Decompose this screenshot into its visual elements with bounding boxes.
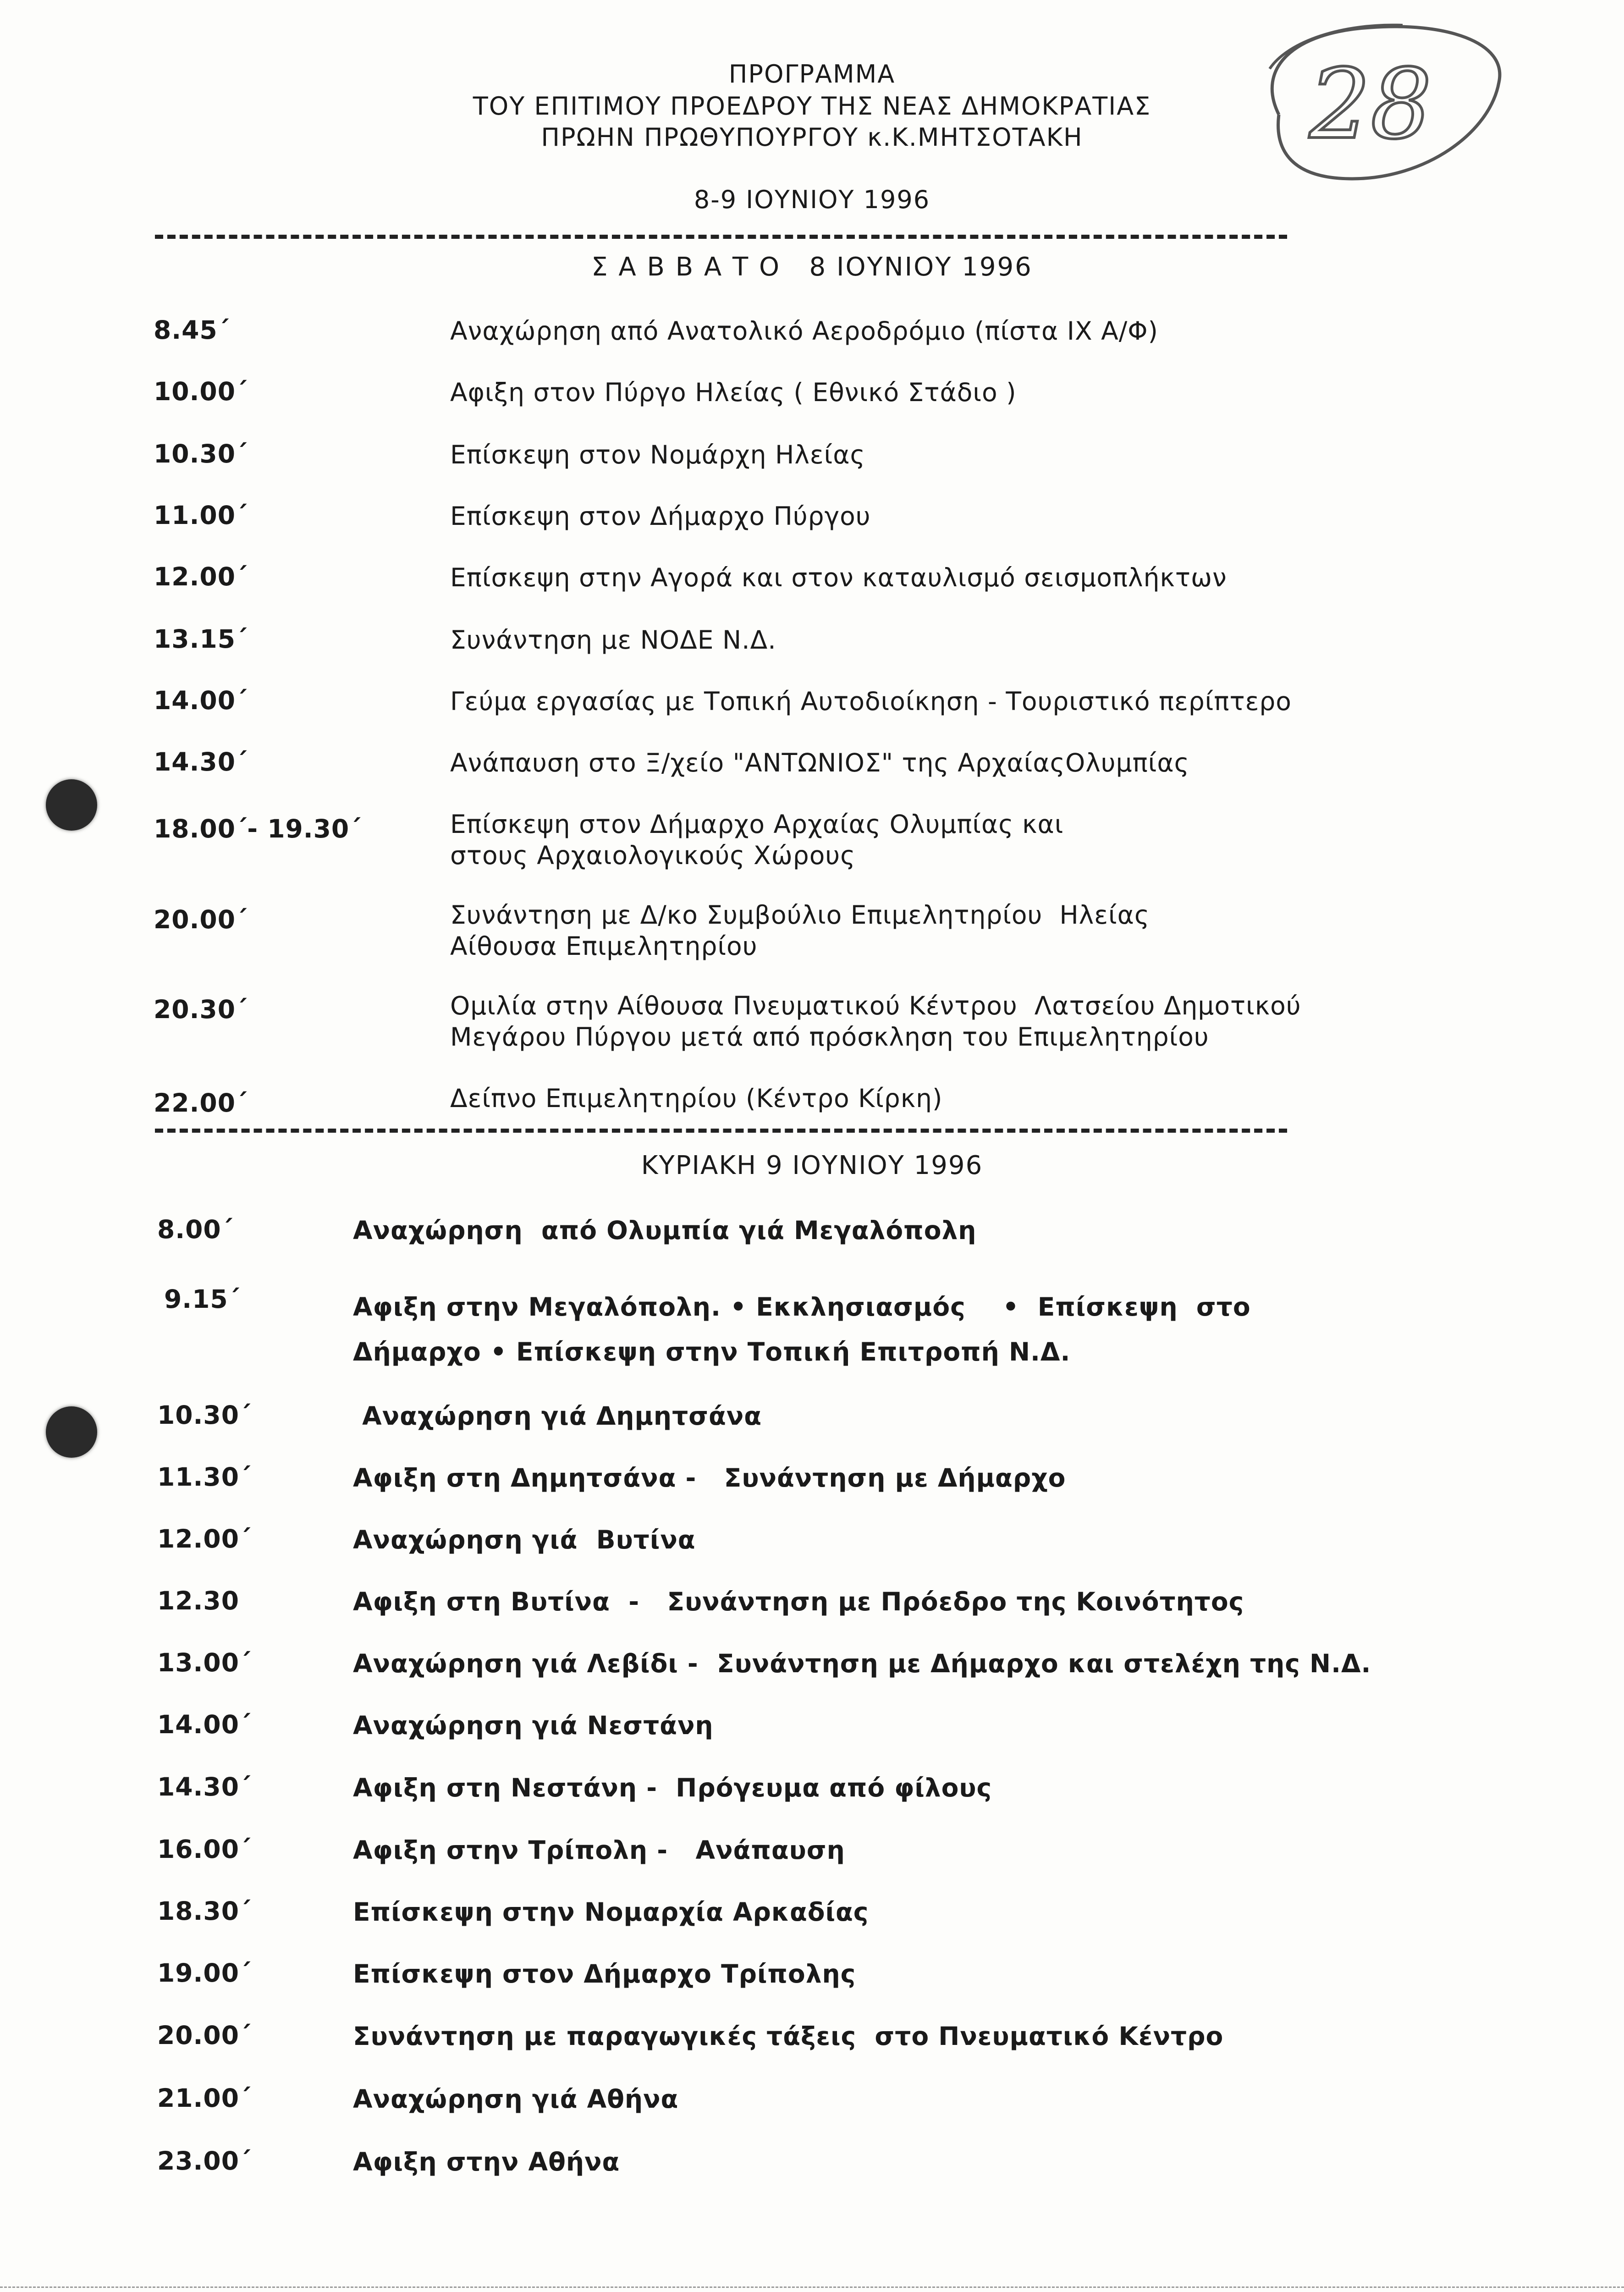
row-desc: Αναχώρηση γιά Αθήνα xyxy=(353,2084,679,2114)
row-desc: Επίσκεψη στον Δήμαρχο Πύργου xyxy=(450,501,871,531)
row-desc: Αφιξη στη Βυτίνα - Συνάντηση με Πρόεδρο της Κοινότητος xyxy=(353,1587,1244,1616)
row-desc: Αφιξη στη Δημητσάνα - Συνάντηση με Δήμαρχο xyxy=(353,1463,1066,1493)
row-time: 11.00΄ xyxy=(154,501,248,530)
row-time: 20.30΄ xyxy=(154,995,248,1024)
row-time: 14.30΄ xyxy=(154,747,248,777)
row-desc: Συνάντηση με παραγωγικές τάξεις στο Πνευματικό Κέντρο xyxy=(353,2022,1224,2051)
divider xyxy=(155,1129,1287,1133)
punch-hole xyxy=(46,1406,97,1458)
program-dates: 8-9 ΙΟΥΝΙΟΥ 1996 xyxy=(694,185,930,214)
row-time: 10.30΄ xyxy=(157,1400,251,1430)
row-time: 18.00΄- 19.30΄ xyxy=(154,814,361,843)
page-number-text: 28 xyxy=(1309,48,1432,160)
row-desc: Δείπνο Επιμελητηρίου (Κέντρο Κίρκη) xyxy=(450,1084,943,1113)
row-desc: Επίσκεψη στον Νομάρχη Ηλείας xyxy=(450,440,865,469)
row-time: 23.00΄ xyxy=(157,2146,251,2176)
row-desc: Αναχώρηση γιά Λεβίδι - Συνάντηση με Δήμαρχο και στελέχη της Ν.Δ. xyxy=(353,1649,1371,1678)
row-desc: Αναχώρηση γιά Δημητσάνα xyxy=(353,1401,762,1431)
row-time: 8.45΄ xyxy=(154,315,229,345)
row-desc: Αναχώρηση γιά Βυτίνα xyxy=(353,1525,696,1554)
row-time: 19.00΄ xyxy=(157,1958,251,1988)
row-time: 20.00΄ xyxy=(154,905,248,934)
row-desc: Αφιξη στην Τρίπολη - Ανάπαυση xyxy=(353,1835,845,1865)
row-desc: Αφιξη στην Μεγαλόπολη. • Εκκλησιασμός • Επίσκεψη στο Δήμαρχο • Επίσκεψη στην Τοπική Επιτροπή Ν.Δ. xyxy=(353,1292,1251,1366)
sunday-title: ΚΥΡΙΑΚΗ 9 ΙΟΥΝΙΟΥ 1996 xyxy=(641,1151,983,1180)
row-time: 10.30΄ xyxy=(154,439,248,468)
program-subtitle-2: ΠΡΩΗΝ ΠΡΩΘΥΠΟΥΡΓΟΥ κ.Κ.ΜΗΤΣΟΤΑΚΗ xyxy=(541,123,1083,152)
row-time: 14.00΄ xyxy=(154,686,248,715)
saturday-title: Σ Α Β Β Α Τ Ο 8 ΙΟΥΝΙΟΥ 1996 xyxy=(591,252,1033,282)
row-time: 20.00΄ xyxy=(157,2021,251,2050)
row-time: 9.15΄ xyxy=(164,1284,240,1314)
punch-hole xyxy=(46,779,97,831)
row-time: 12.00΄ xyxy=(154,562,248,591)
row-time: 21.00΄ xyxy=(157,2083,251,2113)
row-time: 8.00΄ xyxy=(157,1215,233,1244)
row-time: 16.00΄ xyxy=(157,1835,251,1864)
row-time: 11.30΄ xyxy=(157,1462,251,1492)
row-desc: Γεύμα εργασίας με Τοπική Αυτοδιοίκηση - Τουριστικό περίπτερο xyxy=(450,687,1292,716)
divider xyxy=(155,235,1287,239)
row-time: 14.30΄ xyxy=(157,1772,251,1802)
row-time: 13.00΄ xyxy=(157,1648,251,1677)
row-desc: Αφιξη στον Πύργο Ηλείας ( Εθνικό Στάδιο ) xyxy=(450,378,1017,407)
row-desc: Αναχώρηση γιά Νεστάνη xyxy=(353,1711,714,1740)
row-desc: Επίσκεψη στον Δήμαρχο Τρίπολης xyxy=(353,1959,856,1989)
row-desc: Ομιλία στην Αίθουσα Πνευματικού Κέντρου Λατσείου Δημοτικού Μεγάρου Πύργου μετά από πρόσκληση του Επιμελητηρίου xyxy=(450,991,1301,1052)
program-title: ΠΡΟΓΡΑΜΜΑ xyxy=(728,60,896,88)
row-desc: Συνάντηση με ΝΟΔΕ Ν.Δ. xyxy=(450,625,776,655)
row-desc: Ανάπαυση στο Ξ/χείο "ΑΝΤΩΝΙΟΣ" της ΑρχαίαςΟλυμπίας xyxy=(450,748,1189,777)
row-time: 18.30΄ xyxy=(157,1896,251,1926)
row-time: 13.15΄ xyxy=(154,624,248,654)
row-time: 10.00΄ xyxy=(154,377,248,406)
row-desc: Συνάντηση με Δ/κο Συμβούλιο Επιμελητηρίου Ηλείας Αίθουσα Επιμελητηρίου xyxy=(450,900,1150,961)
row-desc: Αναχώρηση από Ανατολικό Αεροδρόμιο (πίστα ΙΧ Α/Φ) xyxy=(450,316,1159,346)
scan-edge xyxy=(0,2286,1624,2288)
row-time: 12.00΄ xyxy=(157,1524,251,1554)
handwritten-page-number xyxy=(1251,14,1517,188)
row-time: 22.00΄ xyxy=(154,1088,248,1118)
row-desc: Επίσκεψη στον Δήμαρχο Αρχαίας Ολυμπίας και στους Αρχαιολογικούς Χώρους xyxy=(450,810,1064,870)
row-time: 14.00΄ xyxy=(157,1710,251,1739)
row-desc: Αφιξη στην Αθήνα xyxy=(353,2147,620,2176)
row-desc: Αναχώρηση από Ολυμπία γιά Μεγαλόπολη xyxy=(353,1216,977,1245)
row-time: 12.30 xyxy=(157,1586,239,1615)
row-desc: Επίσκεψη στην Αγορά και στον καταυλισμό σεισμοπλήκτων xyxy=(450,563,1227,592)
program-subtitle: ΤΟΥ ΕΠΙΤΙΜΟΥ ΠΡΟΕΔΡΟΥ ΤΗΣ ΝΕΑΣ ΔΗΜΟΚΡΑΤΙΑΣ xyxy=(473,92,1151,121)
row-desc: Επίσκεψη στην Νομαρχία Αρκαδίας xyxy=(353,1897,869,1927)
row-desc: Αφιξη στη Νεστάνη - Πρόγευμα από φίλους xyxy=(353,1773,992,1802)
